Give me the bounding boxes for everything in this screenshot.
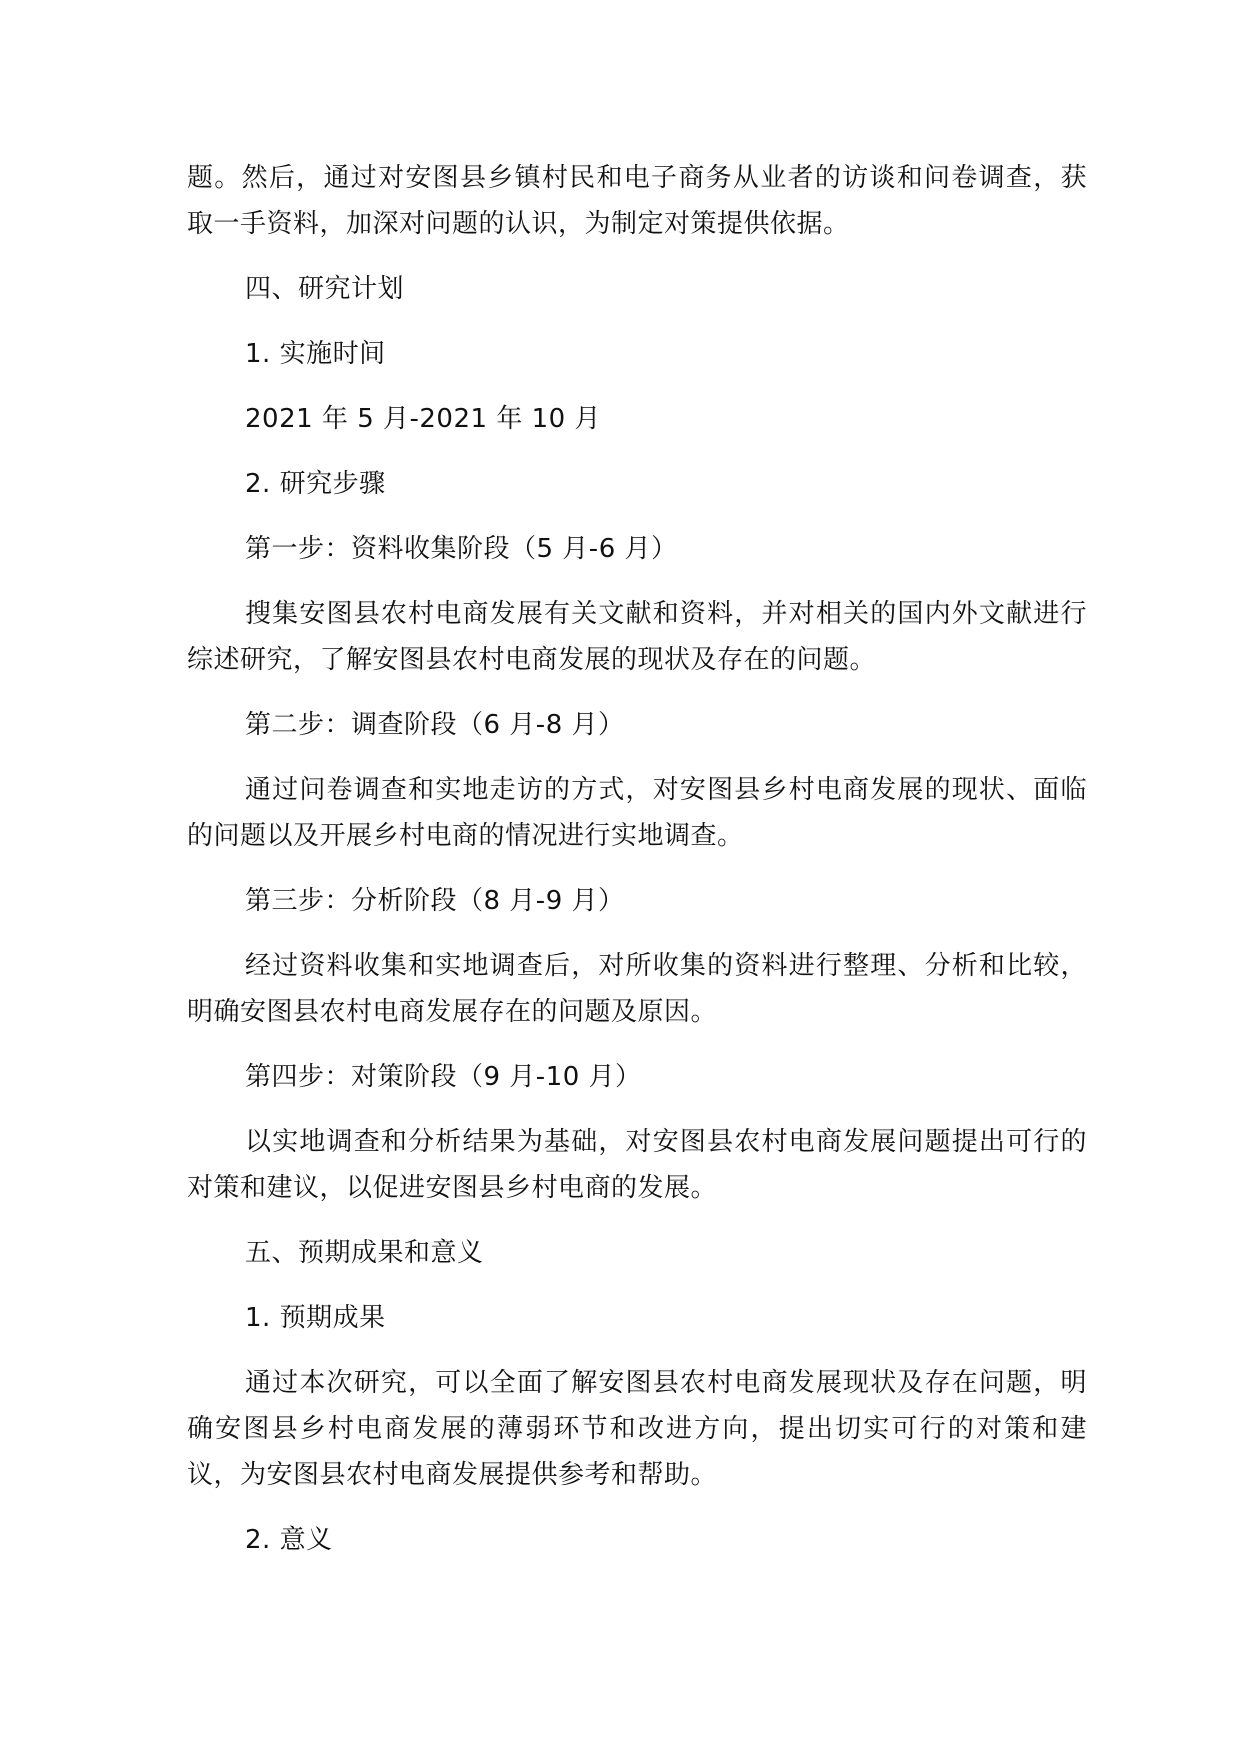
- step-two-paragraph: 通过问卷调查和实地走访的方式，对安图县乡村电商发展的现状、面临的问题以及开展乡村电商的情况进行实地调查。: [187, 775, 1087, 851]
- step-four-paragraph: 以实地调查和分析结果为基础，对安图县农村电商发展问题提出可行的对策和建议，以促进安图县乡村电商的发展。: [187, 1127, 1087, 1203]
- subheading-implementation-time: 1. 实施时间: [245, 339, 386, 369]
- paragraph-time-range: 2021 年 5 月-2021 年 10 月: [245, 404, 601, 434]
- paragraph-continuation: 题。然后，通过对安图县乡镇村民和电子商务从业者的访谈和问卷调查，获取一手资料，加深对问题的认识，为制定对策提供依据。: [187, 163, 1087, 239]
- step-three-paragraph: 经过资料收集和实地调查后，对所收集的资料进行整理、分析和比较，明确安图县农村电商发展存在的问题及原因。: [187, 951, 1087, 1027]
- subheading-research-steps: 2. 研究步骤: [245, 469, 386, 499]
- step-four-heading: 第四步：对策阶段（9 月-10 月）: [245, 1062, 642, 1092]
- step-one-heading: 第一步：资料收集阶段（5 月-6 月）: [245, 534, 678, 564]
- expected-results-paragraph: 通过本次研究，可以全面了解安图县农村电商发展现状及存在问题，明确安图县乡村电商发展的薄弱环节和改进方向，提出切实可行的对策和建议，为安图县农村电商发展提供参考和帮助。: [187, 1368, 1087, 1490]
- step-two-heading: 第二步：调查阶段（6 月-8 月）: [245, 710, 625, 740]
- subheading-significance: 2. 意义: [245, 1525, 333, 1555]
- section-heading-research-plan: 四、研究计划: [245, 274, 405, 304]
- section-heading-expected-results: 五、预期成果和意义: [245, 1238, 484, 1268]
- subheading-expected-results: 1. 预期成果: [245, 1303, 386, 1333]
- step-three-heading: 第三步：分析阶段（8 月-9 月）: [245, 886, 625, 916]
- step-one-paragraph: 搜集安图县农村电商发展有关文献和资料，并对相关的国内外文献进行综述研究，了解安图县农村电商发展的现状及存在的问题。: [187, 599, 1087, 675]
- document-body: [187, 155, 1087, 1582]
